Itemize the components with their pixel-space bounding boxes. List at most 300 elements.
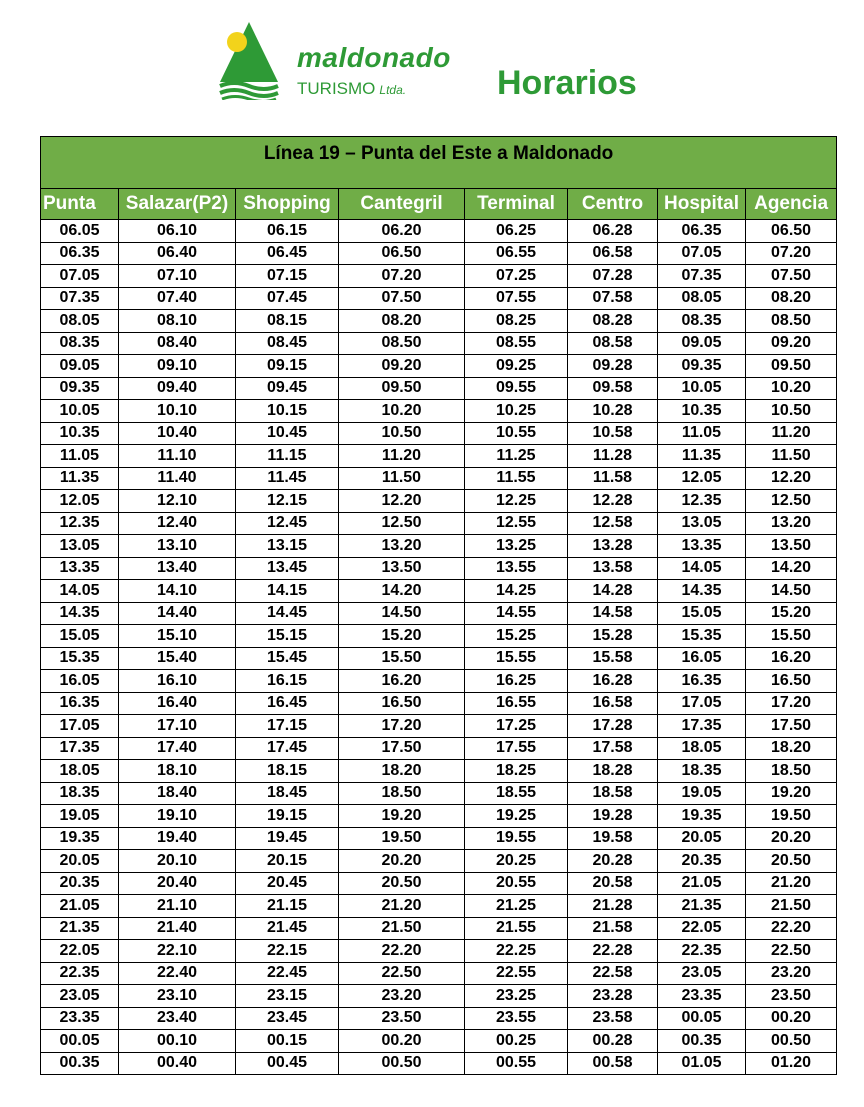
table-row <box>41 310 837 333</box>
time-cell: 15.20 <box>339 625 465 648</box>
time-cell: 14.50 <box>339 602 465 625</box>
time-cell: 10.05 <box>658 377 746 400</box>
time-cell: 13.35 <box>41 557 119 580</box>
time-cell: 09.50 <box>746 355 837 378</box>
time-cell: 14.20 <box>746 557 837 580</box>
table-row <box>41 377 837 400</box>
time-cell: 22.15 <box>236 940 339 963</box>
time-cell: 08.50 <box>746 310 837 333</box>
table-row <box>41 670 837 693</box>
time-cell: 00.58 <box>568 1052 658 1075</box>
time-cell: 12.20 <box>746 467 837 490</box>
time-cell: 11.05 <box>658 422 746 445</box>
time-cell: 18.50 <box>746 760 837 783</box>
time-cell: 12.35 <box>658 490 746 513</box>
time-cell: 01.20 <box>746 1052 837 1075</box>
table-row <box>41 467 837 490</box>
time-cell: 00.20 <box>746 1007 837 1030</box>
time-cell: 19.58 <box>568 827 658 850</box>
column-header: Hospital <box>658 189 746 220</box>
table-row <box>41 1007 837 1030</box>
time-cell: 00.45 <box>236 1052 339 1075</box>
time-cell: 23.45 <box>236 1007 339 1030</box>
time-cell: 17.55 <box>465 737 568 760</box>
table-row <box>41 985 837 1008</box>
time-cell: 08.25 <box>465 310 568 333</box>
time-cell: 07.35 <box>41 287 119 310</box>
time-cell: 13.28 <box>568 535 658 558</box>
time-cell: 09.35 <box>658 355 746 378</box>
table-row <box>41 940 837 963</box>
time-cell: 11.15 <box>236 445 339 468</box>
table-row <box>41 332 837 355</box>
time-cell: 16.28 <box>568 670 658 693</box>
time-cell: 18.20 <box>339 760 465 783</box>
time-cell: 19.55 <box>465 827 568 850</box>
column-header: Shopping <box>236 189 339 220</box>
column-header: Terminal <box>465 189 568 220</box>
time-cell: 12.50 <box>339 512 465 535</box>
time-cell: 09.40 <box>119 377 236 400</box>
column-header: Salazar(P2) <box>119 189 236 220</box>
time-cell: 18.45 <box>236 782 339 805</box>
time-cell: 00.05 <box>41 1030 119 1053</box>
time-cell: 00.20 <box>339 1030 465 1053</box>
time-cell: 21.28 <box>568 895 658 918</box>
time-cell: 08.55 <box>465 332 568 355</box>
time-cell: 16.50 <box>746 670 837 693</box>
time-cell: 11.28 <box>568 445 658 468</box>
time-cell: 09.58 <box>568 377 658 400</box>
time-cell: 13.58 <box>568 557 658 580</box>
time-cell: 06.10 <box>119 220 236 243</box>
time-cell: 22.05 <box>41 940 119 963</box>
time-cell: 22.20 <box>339 940 465 963</box>
time-cell: 15.45 <box>236 647 339 670</box>
time-cell: 20.25 <box>465 850 568 873</box>
time-cell: 18.58 <box>568 782 658 805</box>
time-cell: 15.20 <box>746 602 837 625</box>
time-cell: 06.58 <box>568 242 658 265</box>
table-row <box>41 962 837 985</box>
table-row <box>41 220 837 243</box>
time-cell: 19.05 <box>658 782 746 805</box>
time-cell: 19.10 <box>119 805 236 828</box>
time-cell: 17.20 <box>339 715 465 738</box>
time-cell: 15.35 <box>41 647 119 670</box>
table-row <box>41 580 837 603</box>
time-cell: 17.05 <box>658 692 746 715</box>
time-cell: 07.05 <box>658 242 746 265</box>
time-cell: 14.05 <box>658 557 746 580</box>
time-cell: 10.20 <box>339 400 465 423</box>
table-row <box>41 805 837 828</box>
time-cell: 00.05 <box>658 1007 746 1030</box>
time-cell: 12.15 <box>236 490 339 513</box>
time-cell: 16.58 <box>568 692 658 715</box>
time-cell: 07.28 <box>568 265 658 288</box>
time-cell: 00.50 <box>339 1052 465 1075</box>
time-cell: 09.55 <box>465 377 568 400</box>
time-cell: 00.25 <box>465 1030 568 1053</box>
time-cell: 17.50 <box>746 715 837 738</box>
time-cell: 21.50 <box>339 917 465 940</box>
time-cell: 17.10 <box>119 715 236 738</box>
time-cell: 15.25 <box>465 625 568 648</box>
time-cell: 17.15 <box>236 715 339 738</box>
time-cell: 15.58 <box>568 647 658 670</box>
time-cell: 07.50 <box>339 287 465 310</box>
time-cell: 13.25 <box>465 535 568 558</box>
time-cell: 13.15 <box>236 535 339 558</box>
time-cell: 16.40 <box>119 692 236 715</box>
table-row <box>41 602 837 625</box>
time-cell: 21.05 <box>41 895 119 918</box>
time-cell: 20.45 <box>236 872 339 895</box>
table-row <box>41 782 837 805</box>
time-cell: 07.55 <box>465 287 568 310</box>
time-cell: 21.25 <box>465 895 568 918</box>
table-row <box>41 512 837 535</box>
time-cell: 09.05 <box>41 355 119 378</box>
brand-sub-suffix: Ltda. <box>379 83 407 97</box>
time-cell: 18.50 <box>339 782 465 805</box>
time-cell: 09.28 <box>568 355 658 378</box>
time-cell: 23.35 <box>658 985 746 1008</box>
time-cell: 07.25 <box>465 265 568 288</box>
time-cell: 07.20 <box>339 265 465 288</box>
time-cell: 11.58 <box>568 467 658 490</box>
table-row <box>41 760 837 783</box>
time-cell: 19.28 <box>568 805 658 828</box>
time-cell: 20.10 <box>119 850 236 873</box>
time-cell: 09.20 <box>746 332 837 355</box>
time-cell: 18.40 <box>119 782 236 805</box>
time-cell: 13.20 <box>339 535 465 558</box>
time-cell: 13.20 <box>746 512 837 535</box>
time-cell: 20.50 <box>746 850 837 873</box>
time-cell: 15.28 <box>568 625 658 648</box>
schedule-body <box>41 220 837 1075</box>
time-cell: 10.15 <box>236 400 339 423</box>
time-cell: 08.15 <box>236 310 339 333</box>
table-row <box>41 557 837 580</box>
table-row <box>41 400 837 423</box>
time-cell: 12.58 <box>568 512 658 535</box>
time-cell: 23.15 <box>236 985 339 1008</box>
mountain-logo-icon <box>218 20 280 100</box>
time-cell: 09.05 <box>658 332 746 355</box>
time-cell: 07.10 <box>119 265 236 288</box>
table-row <box>41 850 837 873</box>
time-cell: 06.28 <box>568 220 658 243</box>
time-cell: 21.45 <box>236 917 339 940</box>
time-cell: 22.55 <box>465 962 568 985</box>
time-cell: 12.55 <box>465 512 568 535</box>
time-cell: 06.50 <box>746 220 837 243</box>
time-cell: 23.50 <box>339 1007 465 1030</box>
time-cell: 00.55 <box>465 1052 568 1075</box>
time-cell: 09.50 <box>339 377 465 400</box>
time-cell: 07.35 <box>658 265 746 288</box>
time-cell: 08.40 <box>119 332 236 355</box>
time-cell: 10.35 <box>658 400 746 423</box>
time-cell: 08.50 <box>339 332 465 355</box>
time-cell: 17.45 <box>236 737 339 760</box>
time-cell: 23.58 <box>568 1007 658 1030</box>
time-cell: 13.05 <box>658 512 746 535</box>
time-cell: 23.35 <box>41 1007 119 1030</box>
time-cell: 18.55 <box>465 782 568 805</box>
time-cell: 11.25 <box>465 445 568 468</box>
time-cell: 16.10 <box>119 670 236 693</box>
time-cell: 22.25 <box>465 940 568 963</box>
time-cell: 14.50 <box>746 580 837 603</box>
table-row <box>41 287 837 310</box>
time-cell: 10.20 <box>746 377 837 400</box>
time-cell: 18.25 <box>465 760 568 783</box>
time-cell: 17.20 <box>746 692 837 715</box>
time-cell: 17.58 <box>568 737 658 760</box>
time-cell: 22.35 <box>41 962 119 985</box>
time-cell: 08.35 <box>41 332 119 355</box>
time-cell: 23.28 <box>568 985 658 1008</box>
time-cell: 17.28 <box>568 715 658 738</box>
time-cell: 00.10 <box>119 1030 236 1053</box>
time-cell: 10.50 <box>339 422 465 445</box>
time-cell: 20.35 <box>658 850 746 873</box>
time-cell: 11.45 <box>236 467 339 490</box>
time-cell: 10.45 <box>236 422 339 445</box>
table-row <box>41 737 837 760</box>
time-cell: 22.45 <box>236 962 339 985</box>
time-cell: 19.20 <box>746 782 837 805</box>
time-cell: 11.55 <box>465 467 568 490</box>
time-cell: 20.28 <box>568 850 658 873</box>
time-cell: 14.55 <box>465 602 568 625</box>
time-cell: 20.05 <box>41 850 119 873</box>
time-cell: 08.20 <box>339 310 465 333</box>
time-cell: 22.40 <box>119 962 236 985</box>
time-cell: 09.15 <box>236 355 339 378</box>
table-row <box>41 490 837 513</box>
time-cell: 13.40 <box>119 557 236 580</box>
time-cell: 18.15 <box>236 760 339 783</box>
time-cell: 19.20 <box>339 805 465 828</box>
time-cell: 21.40 <box>119 917 236 940</box>
brand-name: maldonado <box>297 42 451 73</box>
time-cell: 15.15 <box>236 625 339 648</box>
time-cell: 23.50 <box>746 985 837 1008</box>
time-cell: 12.35 <box>41 512 119 535</box>
table-row <box>41 242 837 265</box>
time-cell: 21.20 <box>746 872 837 895</box>
time-cell: 23.10 <box>119 985 236 1008</box>
schedule-table <box>40 136 837 1075</box>
time-cell: 11.20 <box>339 445 465 468</box>
time-cell: 06.55 <box>465 242 568 265</box>
time-cell: 07.20 <box>746 242 837 265</box>
column-header: Agencia <box>746 189 837 220</box>
time-cell: 11.50 <box>746 445 837 468</box>
time-cell: 10.25 <box>465 400 568 423</box>
time-cell: 08.28 <box>568 310 658 333</box>
time-cell: 20.05 <box>658 827 746 850</box>
time-cell: 18.05 <box>41 760 119 783</box>
time-cell: 09.10 <box>119 355 236 378</box>
time-cell: 20.58 <box>568 872 658 895</box>
time-cell: 19.15 <box>236 805 339 828</box>
time-cell: 15.35 <box>658 625 746 648</box>
time-cell: 15.40 <box>119 647 236 670</box>
time-cell: 20.20 <box>339 850 465 873</box>
time-cell: 13.10 <box>119 535 236 558</box>
time-cell: 16.35 <box>658 670 746 693</box>
time-cell: 08.20 <box>746 287 837 310</box>
time-cell: 00.35 <box>658 1030 746 1053</box>
time-cell: 00.40 <box>119 1052 236 1075</box>
time-cell: 19.50 <box>746 805 837 828</box>
time-cell: 10.10 <box>119 400 236 423</box>
time-cell: 10.28 <box>568 400 658 423</box>
time-cell: 09.35 <box>41 377 119 400</box>
column-header-row <box>41 189 837 220</box>
time-cell: 06.35 <box>41 242 119 265</box>
time-cell: 14.20 <box>339 580 465 603</box>
time-cell: 23.05 <box>41 985 119 1008</box>
time-cell: 14.40 <box>119 602 236 625</box>
time-cell: 21.10 <box>119 895 236 918</box>
time-cell: 10.58 <box>568 422 658 445</box>
time-cell: 17.35 <box>658 715 746 738</box>
time-cell: 09.25 <box>465 355 568 378</box>
time-cell: 21.55 <box>465 917 568 940</box>
time-cell: 09.45 <box>236 377 339 400</box>
table-row <box>41 895 837 918</box>
time-cell: 08.35 <box>658 310 746 333</box>
time-cell: 15.10 <box>119 625 236 648</box>
time-cell: 15.05 <box>658 602 746 625</box>
time-cell: 21.58 <box>568 917 658 940</box>
time-cell: 16.05 <box>658 647 746 670</box>
time-cell: 22.20 <box>746 917 837 940</box>
time-cell: 08.05 <box>658 287 746 310</box>
time-cell: 11.20 <box>746 422 837 445</box>
time-cell: 18.20 <box>746 737 837 760</box>
time-cell: 14.10 <box>119 580 236 603</box>
time-cell: 21.15 <box>236 895 339 918</box>
time-cell: 11.10 <box>119 445 236 468</box>
time-cell: 19.35 <box>41 827 119 850</box>
time-cell: 15.05 <box>41 625 119 648</box>
time-cell: 22.05 <box>658 917 746 940</box>
table-row <box>41 917 837 940</box>
time-cell: 21.05 <box>658 872 746 895</box>
time-cell: 12.05 <box>658 467 746 490</box>
table-row <box>41 625 837 648</box>
time-cell: 15.50 <box>746 625 837 648</box>
time-cell: 12.45 <box>236 512 339 535</box>
schedule-title-row <box>41 137 837 189</box>
time-cell: 10.35 <box>41 422 119 445</box>
time-cell: 12.05 <box>41 490 119 513</box>
time-cell: 12.10 <box>119 490 236 513</box>
time-cell: 13.50 <box>746 535 837 558</box>
time-cell: 16.20 <box>339 670 465 693</box>
time-cell: 07.45 <box>236 287 339 310</box>
time-cell: 07.05 <box>41 265 119 288</box>
time-cell: 12.40 <box>119 512 236 535</box>
column-header: Centro <box>568 189 658 220</box>
time-cell: 00.15 <box>236 1030 339 1053</box>
time-cell: 12.20 <box>339 490 465 513</box>
table-row <box>41 872 837 895</box>
time-cell: 06.15 <box>236 220 339 243</box>
time-cell: 06.45 <box>236 242 339 265</box>
time-cell: 17.50 <box>339 737 465 760</box>
time-cell: 18.28 <box>568 760 658 783</box>
time-cell: 23.20 <box>339 985 465 1008</box>
time-cell: 06.05 <box>41 220 119 243</box>
time-cell: 14.28 <box>568 580 658 603</box>
time-cell: 21.20 <box>339 895 465 918</box>
time-cell: 07.50 <box>746 265 837 288</box>
time-cell: 06.35 <box>658 220 746 243</box>
time-cell: 19.45 <box>236 827 339 850</box>
time-cell: 07.58 <box>568 287 658 310</box>
time-cell: 08.58 <box>568 332 658 355</box>
time-cell: 22.50 <box>339 962 465 985</box>
time-cell: 21.35 <box>658 895 746 918</box>
table-row <box>41 355 837 378</box>
time-cell: 16.55 <box>465 692 568 715</box>
time-cell: 23.40 <box>119 1007 236 1030</box>
time-cell: 13.35 <box>658 535 746 558</box>
time-cell: 08.10 <box>119 310 236 333</box>
time-cell: 14.58 <box>568 602 658 625</box>
time-cell: 19.35 <box>658 805 746 828</box>
time-cell: 07.40 <box>119 287 236 310</box>
time-cell: 21.50 <box>746 895 837 918</box>
time-cell: 10.05 <box>41 400 119 423</box>
time-cell: 00.50 <box>746 1030 837 1053</box>
time-cell: 14.45 <box>236 602 339 625</box>
time-cell: 08.45 <box>236 332 339 355</box>
time-cell: 23.20 <box>746 962 837 985</box>
time-cell: 17.35 <box>41 737 119 760</box>
time-cell: 10.50 <box>746 400 837 423</box>
time-cell: 01.05 <box>658 1052 746 1075</box>
table-row <box>41 265 837 288</box>
table-row <box>41 1052 837 1075</box>
time-cell: 06.40 <box>119 242 236 265</box>
time-cell: 19.40 <box>119 827 236 850</box>
time-cell: 22.28 <box>568 940 658 963</box>
time-cell: 13.05 <box>41 535 119 558</box>
time-cell: 20.40 <box>119 872 236 895</box>
brand-sub-text: TURISMO <box>297 79 376 98</box>
time-cell: 14.35 <box>658 580 746 603</box>
time-cell: 11.35 <box>658 445 746 468</box>
time-cell: 19.25 <box>465 805 568 828</box>
time-cell: 06.20 <box>339 220 465 243</box>
time-cell: 13.50 <box>339 557 465 580</box>
time-cell: 17.25 <box>465 715 568 738</box>
time-cell: 22.50 <box>746 940 837 963</box>
table-row <box>41 827 837 850</box>
table-row <box>41 535 837 558</box>
time-cell: 20.35 <box>41 872 119 895</box>
